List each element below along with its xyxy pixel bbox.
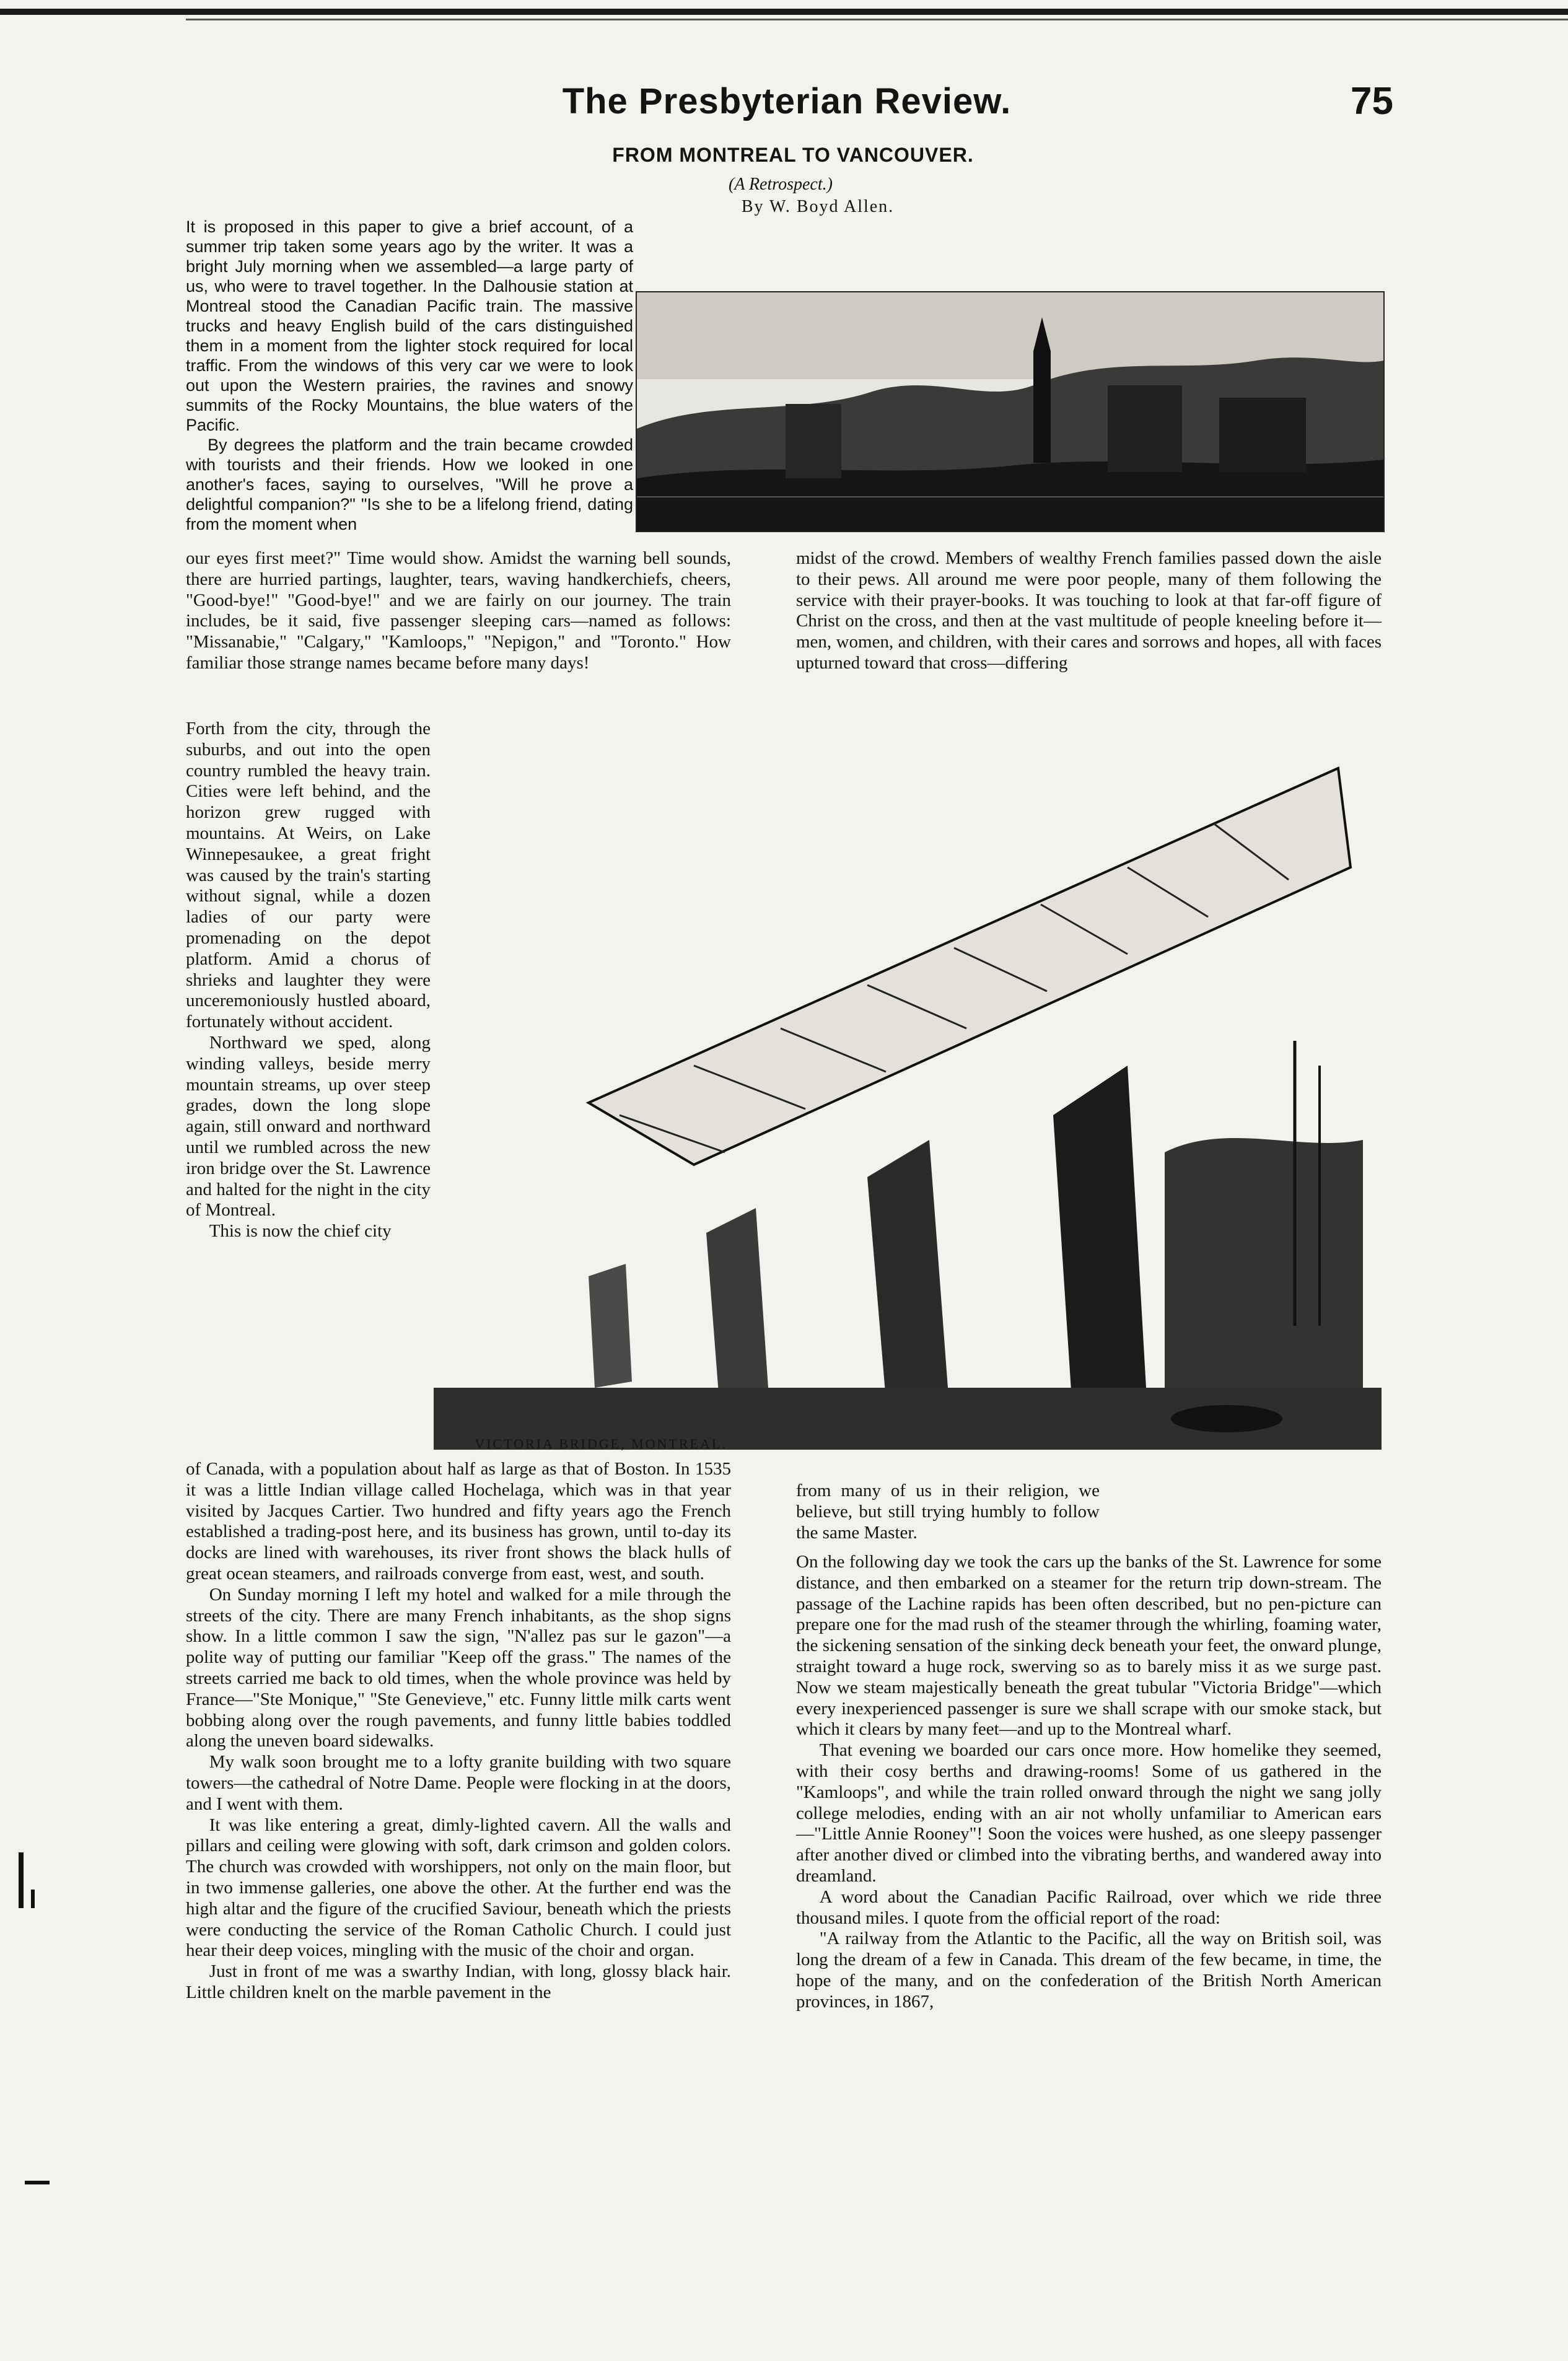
page-number: 75 — [1351, 80, 1393, 123]
bridge-caption: VICTORIA BRIDGE, MONTREAL. — [475, 1436, 727, 1452]
top-border-rule-thin — [186, 19, 1568, 20]
paragraph: of Canada, with a population about half as large as that of Boston. In 1535 it was a little Indian village called Hochelaga, which was in that year visited by Jacques Cartier. Two hundred and fifty years ago the French established a trading-post here, and its business has grown, until to-day its docks are lined with warehouses, its river front shows the black hulls of great ocean steamers, and railroads converge from east, west, and south. — [186, 1459, 731, 1583]
paragraph: It is proposed in this paper to give a brief account, of a summer trip taken some years ago by the writer. It was a bright July morning when we assembled—a large party of us, who were to travel together. In the Dalhousie station at Montreal stood the Canadian Pacific train. The massive trucks and heavy English build of the cars distinguished them in a moment from the lighter stock required for local traffic. From the windows of this very car we were to look out upon the Western prairies, the ravines and snowy summits of the Rocky Mountains, the blue waters of the Pacific. — [186, 217, 633, 434]
body-column-narrow — [186, 719, 431, 1242]
top-border-rule — [0, 9, 1568, 15]
intro-column — [186, 217, 633, 534]
paragraph: Forth from the city, through the suburbs, and out into the open country rumbled the heavy train. Cities were left behind, and the horizon grew rugged with mountains. At Weirs, on Lake Winnepesaukee, a great fright was caused by the train's starting without signal, while a dozen ladies of our party were promenading on the depot platform. Amid a chorus of shrieks and laughter they were unceremoniously hustled aboard, fortunately without accident. — [186, 719, 431, 1032]
paragraph: It was like entering a great, dimly-lighted cavern. All the walls and pillars and ceiling were glowing with soft, dark crimson and golden colors. The church was crowded with worshippers, not only on the main floor, but in two immense galleries, one above the other. At the further end was the high altar and the figure of the crucified Saviour, beneath which the priests were conducting the service of the Roman Catholic Church. I could just hear their deep voices, mingling with the music of the choir and organ. — [186, 1815, 731, 1961]
paragraph: midst of the crowd. Members of wealthy French families passed down the aisle to their pews. All around me were poor people, many of them following the service with their prayer-books. It was touching to look at that far-off figure of Christ on the cross, and then at the vast multitude of people kneeling before it—men, women, and children, with their cares and sorrows and hopes, all with faces upturned toward that cross—differing — [796, 548, 1382, 673]
body-column-right-mid — [796, 1481, 1100, 1543]
byline: By W. Boyd Allen. — [741, 197, 895, 216]
paragraph: On Sunday morning I left my hotel and walked for a mile through the streets of the city. There are many French inhabitants, as the shop signs show. In a little common I saw the sign, "N'allez pas sur le gazon"—a polite way of putting our familiar "Keep off the grass." The names of the streets carried me back to old times, when the whole province was held by France—"Ste Monique," "Ste Genevieve," etc. Funny little milk carts went bobbing along over the rough pavements, and funny little babies toddled along the uneven board sidewalks. — [186, 1584, 731, 1751]
margin-mark — [31, 1890, 35, 1908]
paragraph: By degrees the platform and the train became crowded with tourists and their friends. How we looked in one another's faces, saying to ourselves, "Will he prove a delightful companion?" "Is she to be a lifelong friend, dating from the moment when — [186, 436, 633, 533]
hotel-illustration — [636, 291, 1385, 532]
paragraph: "A railway from the Atlantic to the Pacific, all the way on British soil, was long the dream of a few in Canada. This dream of the few became, in time, the hope of the many, and on the confederation of the British North American provinces, in 1867, — [796, 1929, 1382, 2012]
margin-mark — [19, 1852, 24, 1908]
body-column-left-bottom — [186, 1459, 731, 2004]
paragraph: That evening we boarded our cars once more. How homelike they seemed, with their cosy berths and drawing-rooms! Some of us gathered in the "Kamloops", and while the train rolled onward through the night we sang jolly college melodies, ending with an air not wholly unfamiliar to American ears—"Little Annie Rooney"! Soon the voices were hushed, as one sleepy passenger after another dived or climbed into the vibrating berths, and wandered away into dreamland. — [796, 1740, 1382, 1886]
paragraph: from many of us in their religion, we believe, but still trying humbly to follow the same Master. — [796, 1481, 1100, 1543]
paragraph: This is now the chief city — [209, 1221, 392, 1242]
paragraph: Just in front of me was a swarthy Indian, with long, glossy black hair. Little children knelt on the marble pavement in the — [186, 1961, 731, 2002]
body-column-left-wide — [186, 548, 731, 674]
journal-title: The Presbyterian Review. — [562, 81, 1012, 121]
margin-mark — [25, 2181, 50, 2184]
body-column-right-bottom — [796, 1552, 1382, 2013]
article-subtitle: (A Retrospect.) — [729, 175, 833, 194]
paragraph: Northward we sped, along winding valleys, beside merry mountain streams, up over steep grades, down the long slope again, still onward and northward until we rumbled across the new iron bridge over the St. Lawrence and halted for the night in the city of Montreal. — [186, 1032, 431, 1220]
paragraph: On the following day we took the cars up the banks of the St. Lawrence for some distance, and then embarked on a steamer for the return trip down-stream. The passage of the Lachine rapids has been often described, but no pen-picture can prepare one for the mad rush of the steamer through the whirling, foaming water, the sickening sensation of the sinking deck beneath your feet, the onward plunge, straight toward a huge rock, swerving so as to barely miss it as we surge past. Now we steam majestically beneath the great tubular "Victoria Bridge"—which every inexperienced passenger is sure we shall scrape with our smoke stack, but which it clears by many feet—and up to the Montreal wharf. — [796, 1552, 1382, 1740]
victoria-bridge-illustration — [434, 719, 1382, 1450]
body-column-right-top — [796, 548, 1382, 674]
paragraph: My walk soon brought me to a lofty granite building with two square towers—the cathedral of Notre Dame. People were flocking in at the doors, and I went with them. — [186, 1752, 731, 1814]
article-title: FROM MONTREAL TO VANCOUVER. — [612, 144, 974, 166]
paragraph: our eyes first meet?" Time would show. Amidst the warning bell sounds, there are hurried partings, laughter, tears, waving handkerchiefs, cheers, "Good-bye!" "Good-bye!" and we are fairly on our journey. The train includes, be it said, five passenger sleeping cars—named as follows: "Missanabie," "Calgary," "Kamloops," "Nepigon," and "Toronto." How familiar those strange names became before many days! — [186, 548, 731, 673]
paragraph: A word about the Canadian Pacific Railroad, over which we ride three thousand miles. I quote from the official report of the road: — [796, 1886, 1382, 1928]
